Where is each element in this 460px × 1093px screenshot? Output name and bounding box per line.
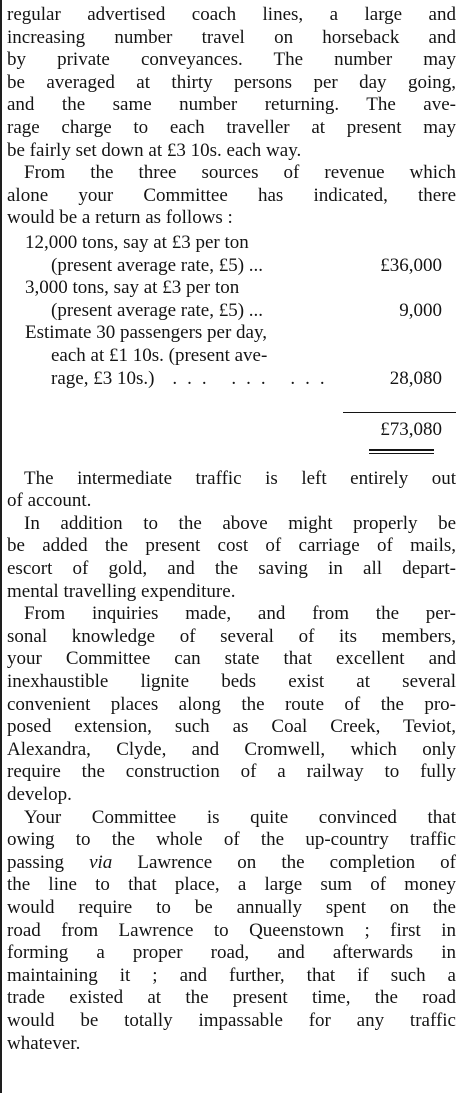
text-line: forming a proper road, and afterwards in [7, 942, 456, 964]
revenue-description: Estimate 30 passengers per day, [25, 322, 267, 344]
text-line: escort of gold, and the saving in all depart- [7, 558, 456, 580]
revenue-description [7, 368, 335, 391]
paragraph-lignite-beds [7, 603, 456, 806]
revenue-amount [342, 345, 456, 368]
revenue-amount [342, 232, 456, 255]
text-line: trade existed at the present time, the road [7, 987, 456, 1009]
text-line: would be totally impassable for any traffic [7, 1009, 456, 1031]
revenue-amount [342, 322, 456, 345]
paragraph-additional-costs [7, 513, 456, 603]
text-line: would be a return as follows : [7, 207, 233, 229]
text-line: inexhaustible lignite beds exist at several [7, 671, 456, 693]
revenue-row [7, 368, 456, 391]
revenue-description: (present average rate, £5) ... [51, 254, 264, 276]
text-line: be averaged at thirty persons per day going, [7, 71, 456, 93]
spacer [7, 390, 456, 412]
revenue-description: 3,000 tons, say at £3 per ton [25, 277, 240, 299]
text-line: increasing number travel on horseback and [7, 26, 456, 48]
text-line: From the three sources of revenue which [24, 162, 456, 184]
revenue-row [7, 322, 456, 345]
revenue-row [7, 277, 456, 300]
revenue-amount [342, 277, 456, 300]
text-fragment: Lawrence on the completion of [137, 851, 456, 873]
text-line: maintaining it ; and further, that if such a [7, 964, 456, 986]
text-fragment: passing [7, 851, 64, 873]
revenue-amount: 9,000 [399, 299, 442, 321]
revenue-row [7, 255, 456, 278]
italic-via: via [89, 851, 113, 873]
revenue-row [7, 345, 456, 368]
revenue-description: each at £1 10s. (present ave- [51, 344, 268, 366]
text-line: sonal knowledge of several of its members, [7, 625, 456, 647]
revenue-amount: £36,000 [380, 254, 442, 276]
text-line: by private conveyances. The number may [7, 49, 456, 71]
revenue-description: (present average rate, £5) ... [51, 299, 264, 321]
paragraph-road-maintenance [7, 807, 456, 1056]
text-line: and the same number returning. The ave- [7, 94, 456, 116]
text-line: be added the present cost of carriage of mails, [7, 535, 456, 557]
text-line: posed extension, such as Coal Creek, Teviot, [7, 716, 456, 738]
text-line [7, 852, 456, 875]
text-line: In addition to the above might properly be [24, 512, 456, 534]
text-line: road from Lawrence to Queenstown ; first in [7, 919, 456, 941]
text-line: Your Committee is quite convinced that [24, 806, 456, 828]
revenue-amount: 28,080 [389, 367, 442, 389]
text-line: From inquiries made, and from the per- [24, 603, 456, 625]
text-line: of account. [7, 490, 92, 512]
revenue-description-text: rage, £3 10s.) [51, 367, 155, 389]
revenue-description: 12,000 tons, say at £3 per ton [25, 231, 249, 253]
revenue-row [7, 232, 456, 255]
paragraph-revenue-intro [7, 162, 456, 230]
double-rule-divider [369, 449, 434, 454]
text-line: require the construction of a railway to fully [7, 761, 456, 783]
text-line: the line to that place, a large sum of money [7, 874, 456, 896]
leader-dots: ... ... ... [172, 367, 335, 389]
text-line: regular advertised coach lines, a large and [7, 4, 456, 25]
paragraph-coach-travel [7, 4, 456, 162]
text-line: whatever. [7, 1032, 81, 1054]
text-line: your Committee can state that excellent and [7, 648, 456, 670]
text-line: alone your Committee has indicated, there [7, 184, 456, 206]
text-line: owing to the whole of the up-country traffic [7, 829, 456, 851]
revenue-total-row [343, 412, 456, 442]
revenue-table [7, 232, 456, 454]
revenue-total: £73,080 [380, 419, 442, 441]
text-line: Alexandra, Clyde, and Cromwell, which only [7, 738, 456, 760]
text-line: rage charge to each traveller at present may [7, 116, 456, 138]
paragraph-intermediate-traffic [7, 468, 456, 513]
text-line: The intermediate traffic is left entirely out [24, 467, 456, 489]
text-line: would require to be annually spent on the [7, 896, 456, 918]
text-line: mental travelling expenditure. [7, 580, 236, 602]
revenue-row [7, 300, 456, 323]
text-line: be fairly set down at £3 10s. each way. [7, 139, 302, 161]
text-line: convenient places along the route of the pro- [7, 693, 456, 715]
text-line: develop. [7, 784, 72, 805]
